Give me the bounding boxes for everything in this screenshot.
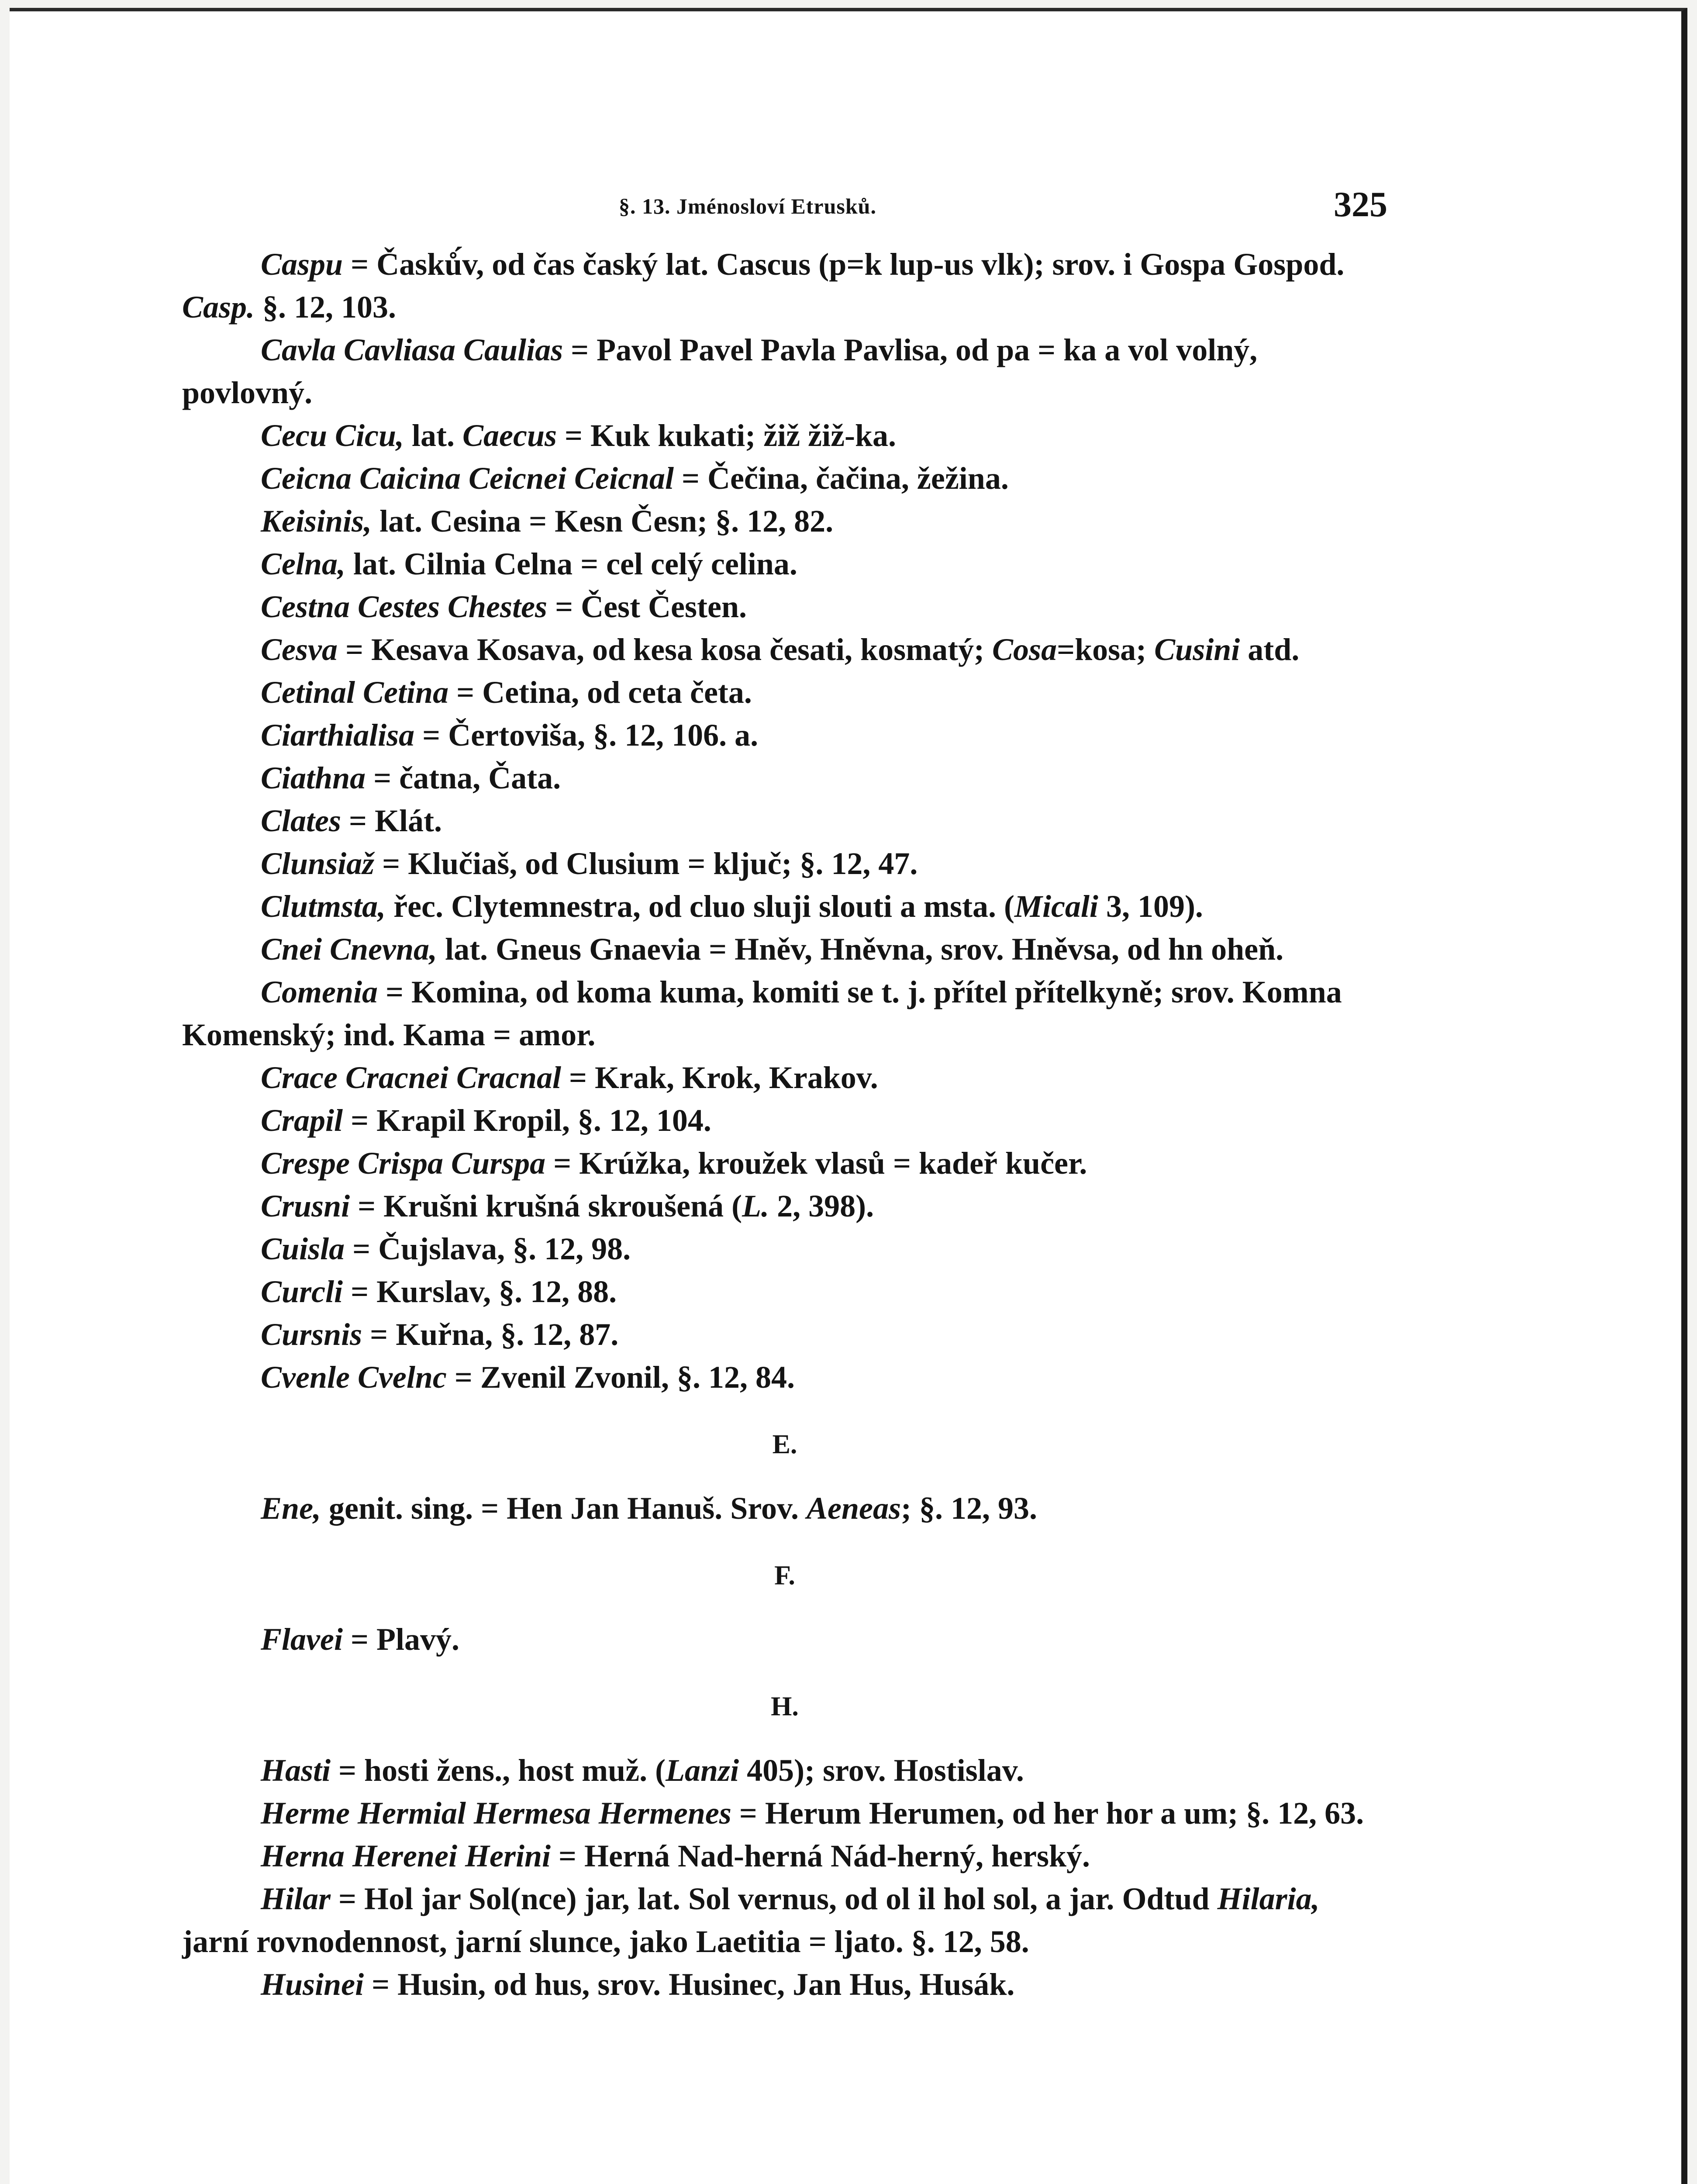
entry-ene [182,1487,1387,1530]
entry-clunsiaz-term: Clunsiaž [261,846,375,881]
entry-ceicna-rest: = Čečina, čačina, žežina. [673,461,1009,496]
entry-hasti-rest2: 405); srov. Hostislav. [739,1753,1024,1788]
entry-cesva-term: Cesva [261,632,338,667]
entry-hasti-term2: Lanzi [666,1753,739,1788]
entry-cecu [182,414,1387,457]
page-number: 325 [1334,184,1387,224]
entry-keisinis-term: Keisinis, [261,504,372,539]
entry-cetinal [182,671,1387,714]
entries-c [182,243,1387,1399]
entry-cursnis-rest: = Kuřna, §. 12, 87. [362,1317,619,1352]
entry-cesva-rest: = Kesava Kosava, od kesa kosa česati, kosmatý; [337,632,993,667]
entry-cetinal-rest: = Cetina, od ceta četa. [448,675,752,710]
entry-comenia-rest: = Komina, od koma kuma, komiti se t. j. přítel přítelkyně; srov. Komna Komenský; ind. Kama = amor. [182,975,1342,1052]
entry-crapil [182,1099,1387,1142]
entry-ciarthialisa-rest: = Čertoviša, §. 12, 106. a. [414,718,759,753]
entry-curcli-term: Curcli [261,1274,343,1309]
entries-f [182,1618,1387,1661]
entry-celna [182,543,1387,585]
entry-clates-rest: = Klát. [341,803,442,838]
entry-crace-rest: = Krak, Krok, Krakov. [561,1060,878,1095]
entry-caspu [182,243,1387,328]
entry-husinei-rest: = Husin, od hus, srov. Husinec, Jan Hus, Husák. [364,1967,1015,2002]
entry-crace [182,1056,1387,1099]
entry-cursnis-term: Cursnis [261,1317,362,1352]
entry-crapil-term: Crapil [261,1103,343,1138]
entry-cecu-term: Cecu Cicu, [261,418,404,453]
running-header [182,184,1387,232]
entry-husinei [182,1963,1387,2006]
entry-cecu-rest: lat. [404,418,462,453]
entry-clunsiaz-rest: = Klučiaš, od Clusium = ključ; §. 12, 47. [374,846,918,881]
entry-hilar-term: Hilar [261,1881,331,1916]
entry-crusni-rest: = Krušni krušná skroušená ( [350,1189,742,1223]
entry-hasti-rest: = hosti žens., host muž. ( [331,1753,666,1788]
entry-ceicna-term: Ceicna Caicina Ceicnei Ceicnal [261,461,674,496]
entry-clutmsta-term2: Micali [1014,889,1098,924]
entry-cetinal-term: Cetinal Cetina [261,675,449,710]
entry-celna-rest: lat. Cilnia Celna = cel celý celina. [345,546,797,581]
entry-celna-term: Celna, [261,546,346,581]
entry-keisinis [182,500,1387,543]
entry-crusni [182,1185,1387,1227]
section-heading-h: H. [771,1692,799,1721]
entry-keisinis-rest: lat. Cesina = Kesn Česn; §. 12, 82. [372,504,834,539]
entry-ciarthialisa [182,714,1387,757]
entry-hasti [182,1749,1387,1792]
entry-cecu-rest2: = Kuk kukati; žiž žiž-ka. [557,418,897,453]
entry-cnei [182,928,1387,971]
header-title: §. 13. Jménosloví Etrusků. [619,194,876,218]
entry-cavla-term: Cavla Cavliasa Caulias [261,332,563,367]
entry-ciathna-term: Ciathna [261,760,366,795]
entry-ene-term: Ene, [261,1491,321,1526]
entry-caspu-term2: Casp. [182,290,255,325]
entry-cesva [182,628,1387,671]
entry-caspu-term: Caspu [261,247,343,282]
section-heading-e: E. [772,1430,797,1459]
section-heading-f: F. [774,1561,795,1590]
book-page [10,8,1687,2184]
entry-cavla-rest: = Pavol Pavel Pavla Pavlisa, od pa = ka a vol volný, povlovný. [182,332,1258,410]
entry-cuisla-rest: = Čujslava, §. 12, 98. [345,1231,631,1266]
entry-cestna [182,585,1387,628]
entry-cecu-term2: Caecus [462,418,557,453]
entry-crespe [182,1142,1387,1185]
entry-cesva-rest3: atd. [1240,632,1300,667]
entry-hilar [182,1877,1387,1963]
entry-herme-rest: = Herum Herumen, od her hor a um; §. 12, 63. [731,1796,1364,1831]
entry-clutmsta [182,885,1387,928]
entry-herna-rest: = Herná Nad-herná Nád-herný, herský. [551,1838,1090,1873]
entry-ene-rest: genit. sing. = Hen Jan Hanuš. Srov. [321,1491,807,1526]
entry-crusni-term2: L. [742,1189,769,1223]
entry-flavei-term: Flavei [261,1622,343,1657]
entry-hasti-term: Hasti [261,1753,331,1788]
entry-curcli-rest: = Kurslav, §. 12, 88. [343,1274,617,1309]
entry-cestna-term: Cestna Cestes Chestes [261,589,548,624]
entry-cesva-rest2: =kosa; [1057,632,1155,667]
entry-herme-term: Herme Hermial Hermesa Hermenes [261,1796,731,1831]
entry-cvenle-term: Cvenle Cvelnc [261,1360,447,1395]
entry-herna-term: Herna Herenei Herini [261,1838,551,1873]
entry-ene-term2: Aeneas [807,1491,901,1526]
entry-ciathna-rest: = čatna, Čata. [366,760,561,795]
entry-cnei-term: Cnei Cnevna, [261,932,438,967]
entry-curcli [182,1270,1387,1313]
entry-cavla [182,328,1387,414]
entries-e [182,1487,1387,1530]
entry-clates [182,799,1387,842]
entry-crace-term: Crace Cracnei Cracnal [261,1060,562,1095]
entry-cvenle-rest: = Zvenil Zvonil, §. 12, 84. [446,1360,795,1395]
entry-crespe-rest: = Krúžka, kroužek vlasů = kadeř kučer. [545,1146,1087,1181]
entry-flavei-rest: = Plavý. [342,1622,459,1657]
entry-hilar-term2: Hilaria, [1217,1881,1320,1916]
entries-h [182,1749,1387,2006]
entry-clutmsta-term: Clutmsta, [261,889,386,924]
entry-ceicna [182,457,1387,500]
entry-clutmsta-rest2: 3, 109). [1098,889,1203,924]
entry-cnei-rest: lat. Gneus Gnaevia = Hněv, Hněvna, srov. Hněvsa, od hn oheň. [437,932,1284,967]
entry-crusni-term: Crusni [261,1189,350,1223]
entry-herna [182,1835,1387,1877]
entry-cesva-term3: Cusini [1154,632,1240,667]
entry-cursnis [182,1313,1387,1356]
entry-flavei [182,1618,1387,1661]
entry-herme [182,1792,1387,1835]
entry-caspu-rest2: §. 12, 103. [255,290,397,325]
entry-cuisla-term: Cuisla [261,1231,345,1266]
entry-cesva-term2: Cosa [992,632,1057,667]
entry-cuisla [182,1227,1387,1270]
entry-ciathna [182,757,1387,799]
entry-cvenle [182,1356,1387,1399]
entry-ciarthialisa-term: Ciarthialisa [261,718,415,753]
entry-clates-term: Clates [261,803,341,838]
entry-caspu-rest: = Časků́v, od čas časký lat. Cascus (p=k lup-us vlk); srov. i Gospa Gospod. [343,247,1345,282]
entry-husinei-term: Husinei [261,1967,364,2002]
entry-cestna-rest: = Čest Česten. [547,589,747,624]
entry-comenia-term: Comenia [261,975,378,1009]
entry-clunsiaz [182,842,1387,885]
entry-clutmsta-rest: řec. Clytemnestra, od cluo sluji slouti a msta. ( [386,889,1014,924]
entry-comenia [182,971,1387,1056]
entry-hilar-rest2: jarní rovnodennost, jarní slunce, jako Laetitia = ljato. §. 12, 58. [182,1924,1029,1959]
entry-crapil-rest: = Krapil Kropil, §. 12, 104. [343,1103,711,1138]
page-body [182,243,1387,2006]
entry-crespe-term: Crespe Crispa Curspa [261,1146,546,1181]
entry-ene-rest2: ; §. 12, 93. [901,1491,1037,1526]
entry-crusni-rest2: 2, 398). [769,1189,874,1223]
entry-hilar-rest: = Hol jar Sol(nce) jar, lat. Sol vernus, od ol il hol sol, a jar. Odtud [331,1881,1218,1916]
